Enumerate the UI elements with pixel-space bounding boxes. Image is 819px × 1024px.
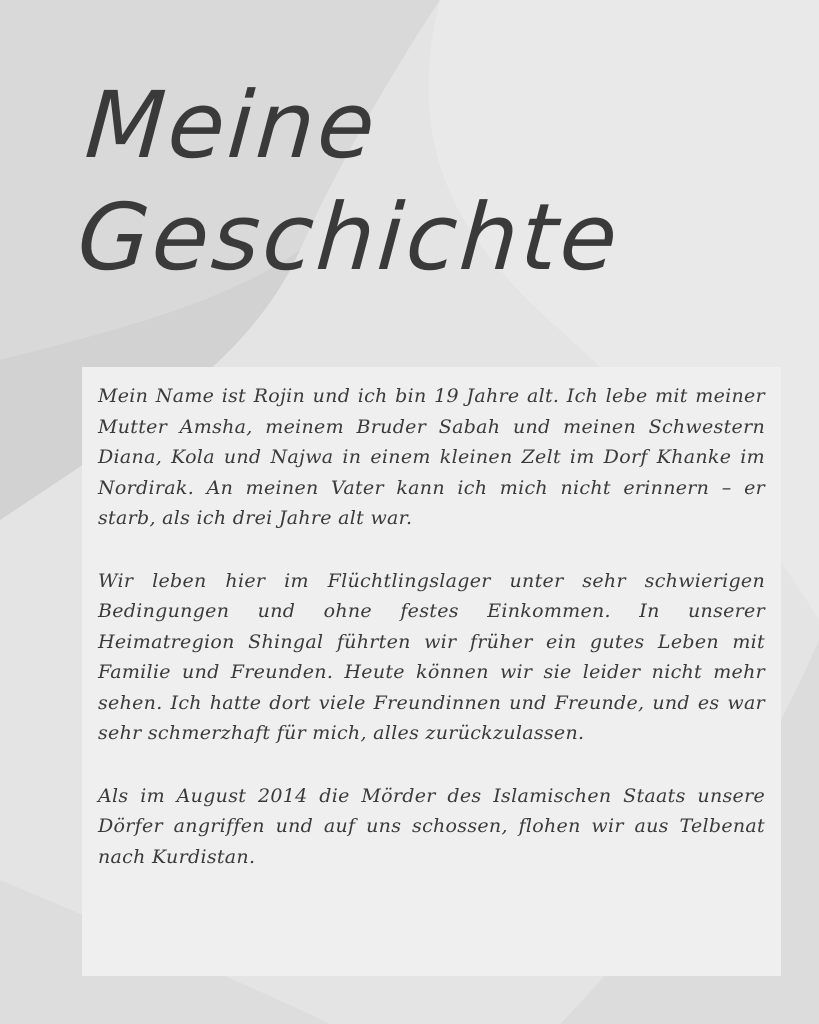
story-paragraph-1: Mein Name ist Rojin und ich bin 19 Jahre alt. Ich lebe mit meiner Mutter Amsha, meinem Bruder Sabah und meinen Schwestern Diana, Kola und Najwa in einem kleinen Zelt im Dorf Khanke im Nordirak. An meinen Vater kann ich mich nicht erinnern – er starb, als ich drei Jahre alt war. bbox=[98, 385, 765, 529]
story-card bbox=[82, 367, 781, 976]
page-title bbox=[74, 70, 632, 294]
title-line-2: Geschichte bbox=[74, 184, 624, 291]
story-paragraph-2: Wir leben hier im Flüchtlingslager unter sehr schwierigen Bedingungen und ohne festes Einkommen. In unserer Heimatregion Shingal führten wir früher ein gutes Leben mit Familie und Freunden. Heute können wir sie leider nicht mehr sehen. Ich hatte dort viele Freundinnen und Freunde, und es war sehr schmerzhaft für mich, alles zurückzulassen. bbox=[98, 569, 765, 744]
story-paragraph-3: Als im August 2014 die Mörder des Islamischen Staats unsere Dörfer angriffen und auf uns schossen, flohen wir aus Telbenat nach Kurdistan. bbox=[98, 784, 765, 868]
title-line-1: Meine bbox=[82, 72, 382, 179]
